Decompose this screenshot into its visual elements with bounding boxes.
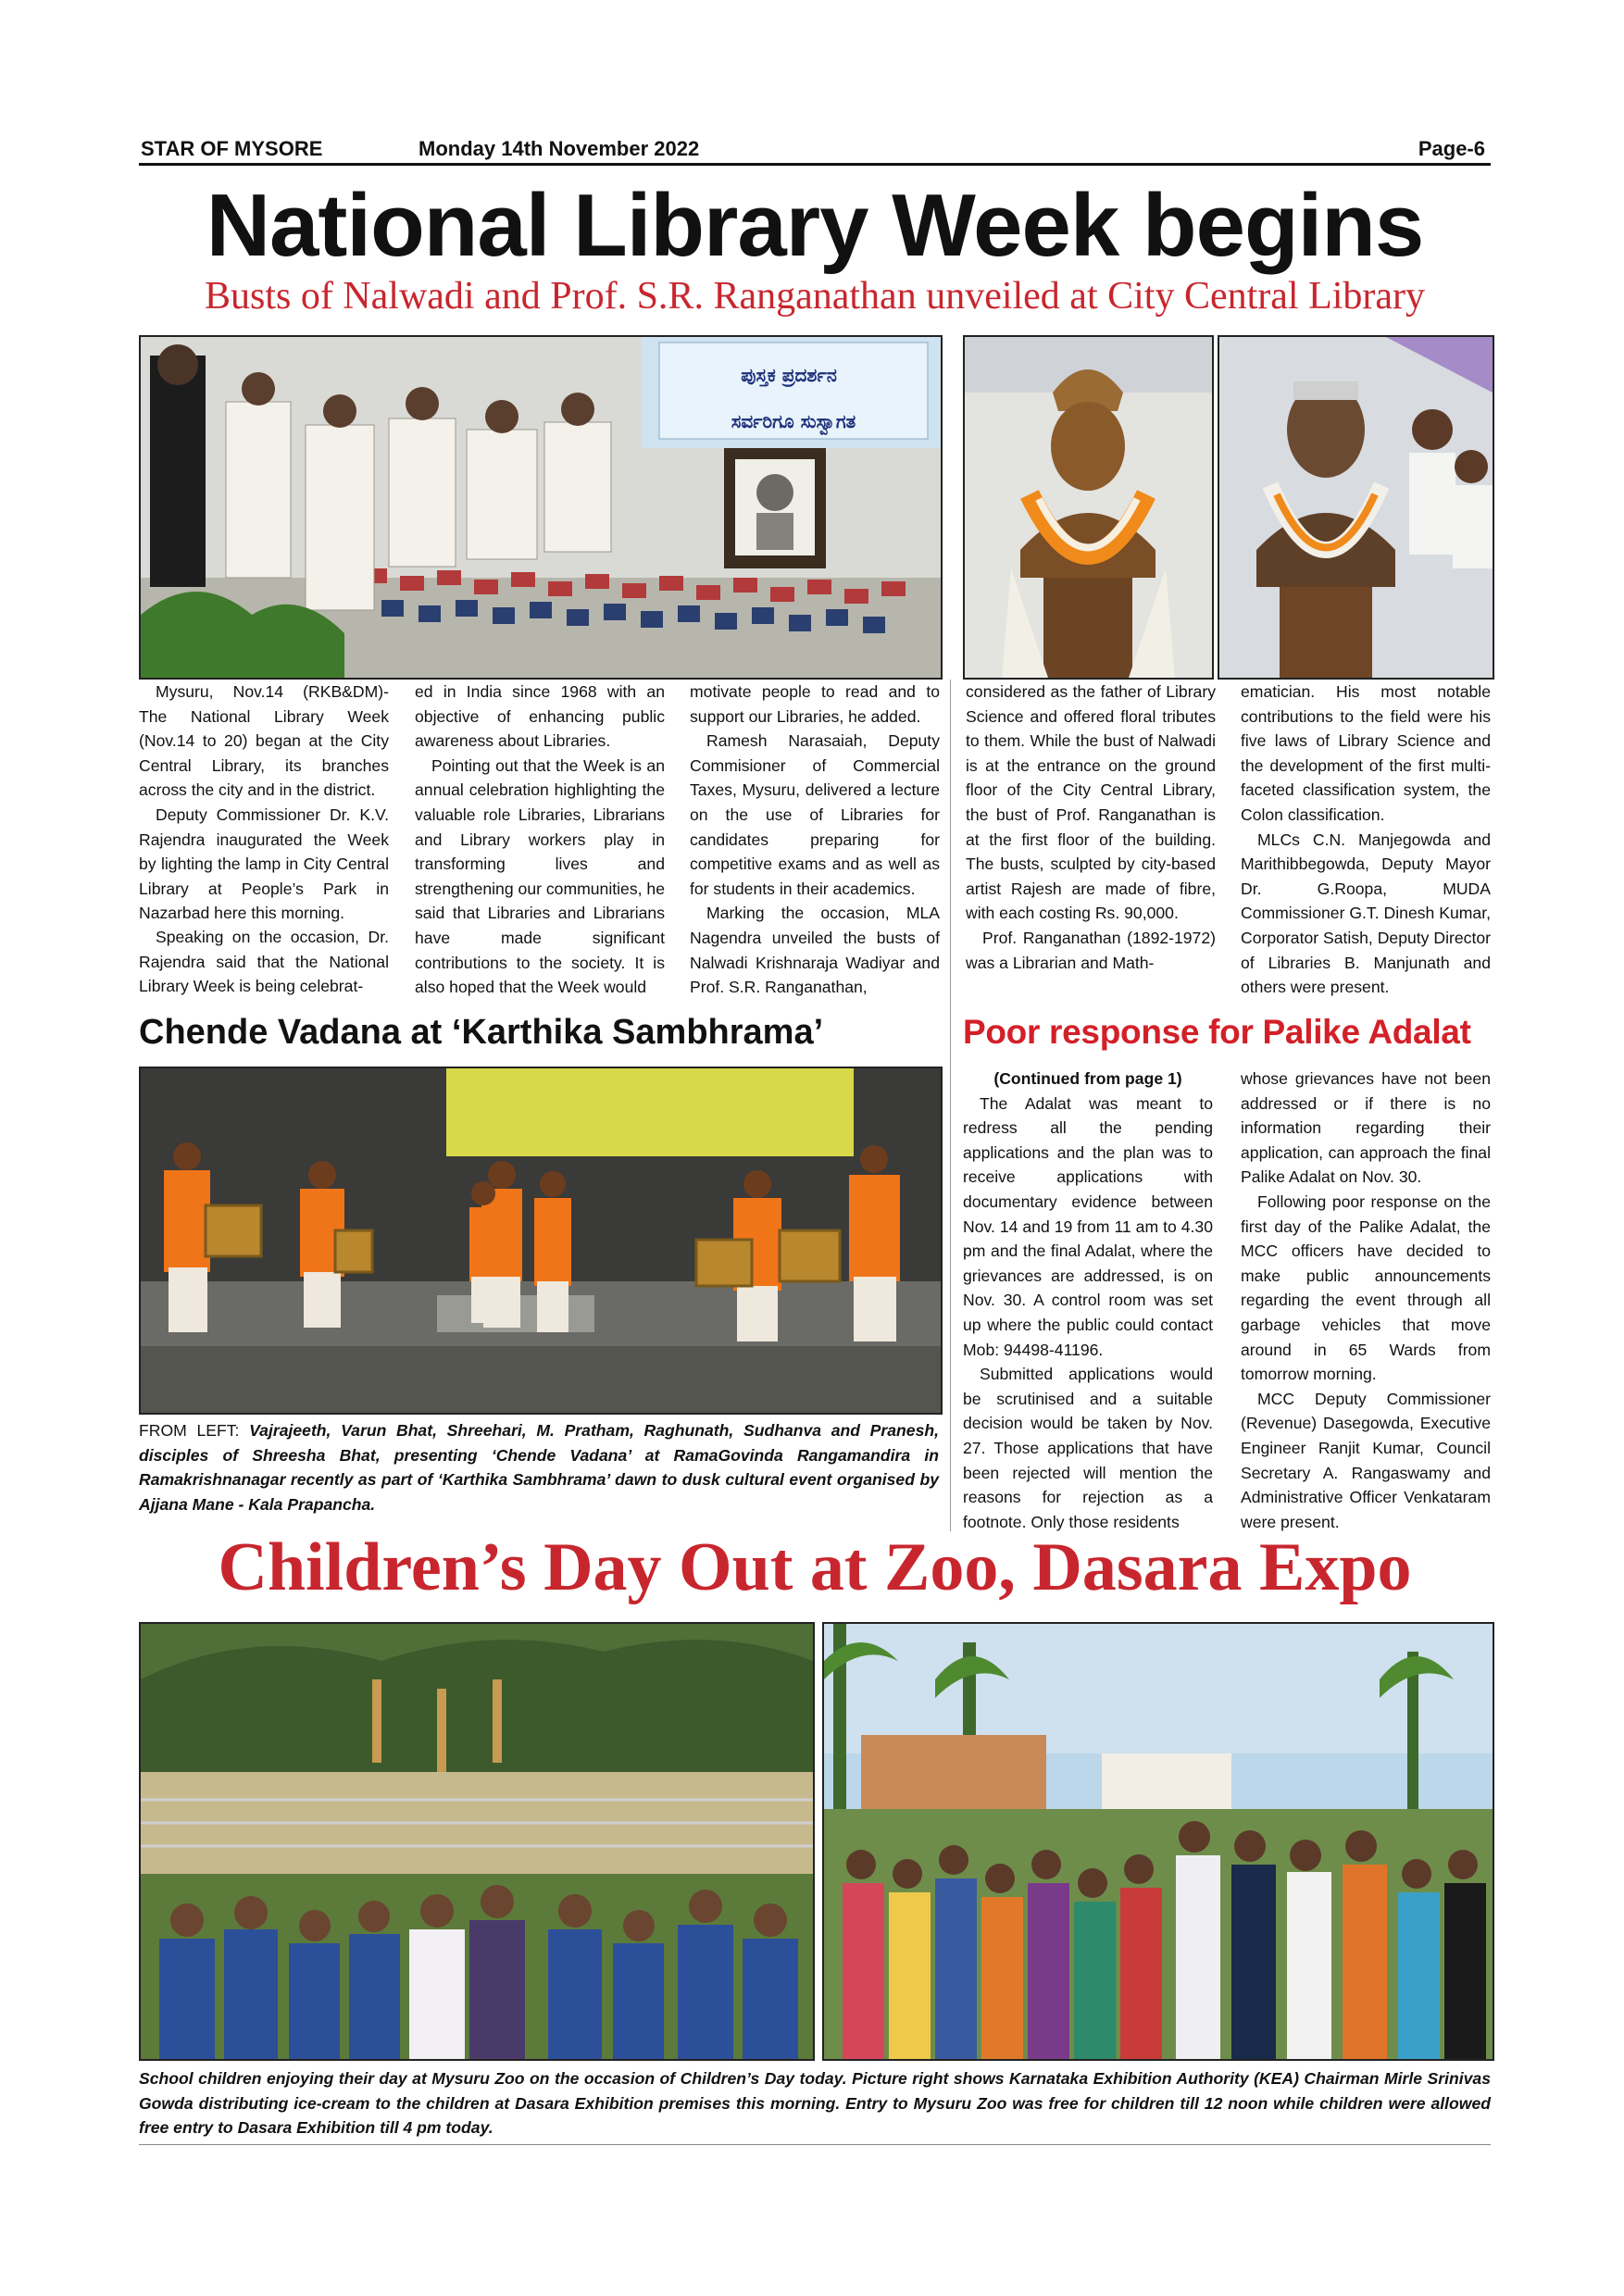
continued-note: (Continued from page 1) xyxy=(993,1069,1182,1088)
story1-paragraph: Deputy Commissioner Dr. K.V. Rajendra inaugurated the Week by lighting the lamp in City Central Library at People’s Park in Nazarbad here this morning. xyxy=(139,805,389,923)
story1-subheadline: Busts of Nalwadi and Prof. S.R. Ranganathan unveiled at City Central Library xyxy=(204,275,1426,318)
publication-name: STAR OF MYSORE xyxy=(141,137,323,160)
story4-caption: School children enjoying their day at Mysuru Zoo on the occasion of Children’s Day today. Picture right shows Karnataka Exhibition Authority (KEA) Chairman Mirle Srinivas Gowda distributing ice-cream to the children at Dasara Exhibition premises this morning. Entry to Mysuru Zoo was free for children till 12 noon while children were allowed free entry to Dasara Exhibition till 4 pm today. xyxy=(139,2069,1491,2137)
story3-paragraph: Submitted applications would be scrutinised and a suitable decision would be taken by Nov. 27. Those applications that have been rejected will mention the reasons for rejection as a footnote. Only those residents xyxy=(963,1365,1213,1531)
library-exhibition-photo xyxy=(139,335,943,680)
zoo-children-photo xyxy=(139,1622,815,2061)
page-number: Page-6 xyxy=(1418,137,1485,160)
banner-line-1: ಪುಸ್ತಕ ಪ್ರದರ್ಶನ xyxy=(741,364,837,386)
story3-paragraph: whose grievances have not been addressed or if there is no information regarding their application, can approach the final Palike Adalat on Nov. 30. xyxy=(1241,1069,1491,1187)
story1-paragraph: motivate people to read and to support our Libraries, he added. xyxy=(690,682,940,726)
story1-column-2 xyxy=(139,925,389,999)
story4-headline: Children’s Day Out at Zoo, Dasara Expo xyxy=(218,1529,1412,1605)
dasara-expo-photo xyxy=(822,1622,1494,2061)
story1-paragraph: Ramesh Narasaiah, Deputy Commisioner of Commercial Taxes, Mysuru, delivered a lecture on the use of Libraries for candidates preparing for competitive exams and as well as for students in their academics. xyxy=(690,731,940,898)
story1-paragraph: ed in India since 1968 with an objective of enhancing public awareness about Libraries. xyxy=(415,682,665,751)
story3-column-1 xyxy=(963,1067,1213,1534)
masthead-rule xyxy=(139,163,1491,166)
story1-paragraph: ematician. His most notable contributions to the field were his five laws of Library Science and the development of the first multi-faceted classification system, the Colon classification. xyxy=(1241,682,1491,824)
story1-paragraph: Pointing out that the Week is an annual celebration highlighting the valuable role Libraries, Librarians and Library workers play in transforming lives and strengthening our communities, he said that Libraries and Librarians have made significant contributions to the society. It is also hoped that the Week would xyxy=(415,755,665,997)
story2-headline: Chende Vadana at ‘Karthika Sambhrama’ xyxy=(139,1013,824,1052)
story1-paragraph: Mysuru, Nov.14 (RKB&DM)- The National Library Week (Nov.14 to 20) began at the City Central Library, its branches across the city and in the district. xyxy=(139,682,389,800)
story1-col-d xyxy=(966,680,1216,975)
story1-paragraph: considered as the father of Library Science and offered floral tributes to them. While the bust of Nalwadi is at the entrance on the ground floor of the City Central Library, the bust of Prof. Ranganathan is at the first floor of the building. The busts, sculpted by city-based artist Rajesh are made of fibre, with each costing Rs. 90,000. xyxy=(966,682,1216,923)
story1-paragraph: Speaking on the occasion, Dr. Rajendra said that the National Library Week is being celebrat- xyxy=(139,928,389,996)
banner-line-2: ಸರ್ವರಿಗೂ ಸುಸ್ವಾಗತ xyxy=(731,410,856,432)
caption-text: Vajrajeeth, Varun Bhat, Shreehari, M. Pratham, Raghunath, Sudhanva and Pranesh, disciples of Shreesha Bhat, presenting ‘Chende Vadana’ at RamaGovinda Rangamandira in Ramakrishnanagar recently as part of ‘Karthika Sambhrama’ dawn to dusk cultural event organised by Ajjana Mane - Kala Prapancha. xyxy=(139,1421,939,1514)
story1-column-1 xyxy=(139,680,389,926)
bottom-rule xyxy=(139,2144,1491,2145)
story2-divider xyxy=(950,680,951,1531)
ranganathan-bust-photo xyxy=(1218,335,1494,680)
issue-date: Monday 14th November 2022 xyxy=(418,137,700,160)
story3-paragraph: Following poor response on the first day of the Palike Adalat, the MCC officers have decided to make public announcements regarding the event through all garbage vehicles that move around in 65 Wards from tomorrow morning. xyxy=(1241,1192,1491,1384)
story1-col-c xyxy=(690,680,940,1000)
masthead xyxy=(141,137,1485,163)
story3-paragraph: The Adalat was meant to redress all the pending applications and the plan was to receive applications with documentary evidence between Nov. 14 and 19 from 11 am to 4.30 pm and the final Adalat, where the grievances are addressed, is on Nov. 30. A control room was set up where the public could contact Mob: 94498-41196. xyxy=(963,1093,1213,1359)
chende-vadana-photo xyxy=(139,1067,943,1415)
story1-col-b xyxy=(415,680,665,1000)
story3-column-2 xyxy=(1241,1067,1491,1534)
story1-paragraph: MLCs C.N. Manjegowda and Marithibbegowda, Deputy Mayor Dr. G.Roopa, MUDA Commissioner G.T. Dinesh Kumar, Corporator Satish, Deputy Director of Libraries B. Manjunath and others were present. xyxy=(1241,830,1491,997)
nalwadi-bust-photo xyxy=(963,335,1214,680)
story3-paragraph: MCC Deputy Commissioner (Revenue) Dasegowda, Executive Engineer Ranjit Kumar, Council Secretary A. Rangaswamy and Administrative Officer Venkataram were present. xyxy=(1241,1389,1491,1531)
story1-headline: National Library Week begins xyxy=(206,176,1424,275)
story1-col-e xyxy=(1241,680,1491,1000)
story1-paragraph: Prof. Ranganathan (1892-1972) was a Librarian and Math- xyxy=(966,928,1216,972)
story3-headline: Poor response for Palike Adalat xyxy=(963,1013,1471,1051)
caption-lead: FROM LEFT: xyxy=(139,1421,250,1440)
story2-caption xyxy=(139,1418,939,1516)
story1-paragraph: Marking the occasion, MLA Nagendra unveiled the busts of Nalwadi Krishnaraja Wadiyar and Prof. S.R. Ranganathan, xyxy=(690,904,940,997)
